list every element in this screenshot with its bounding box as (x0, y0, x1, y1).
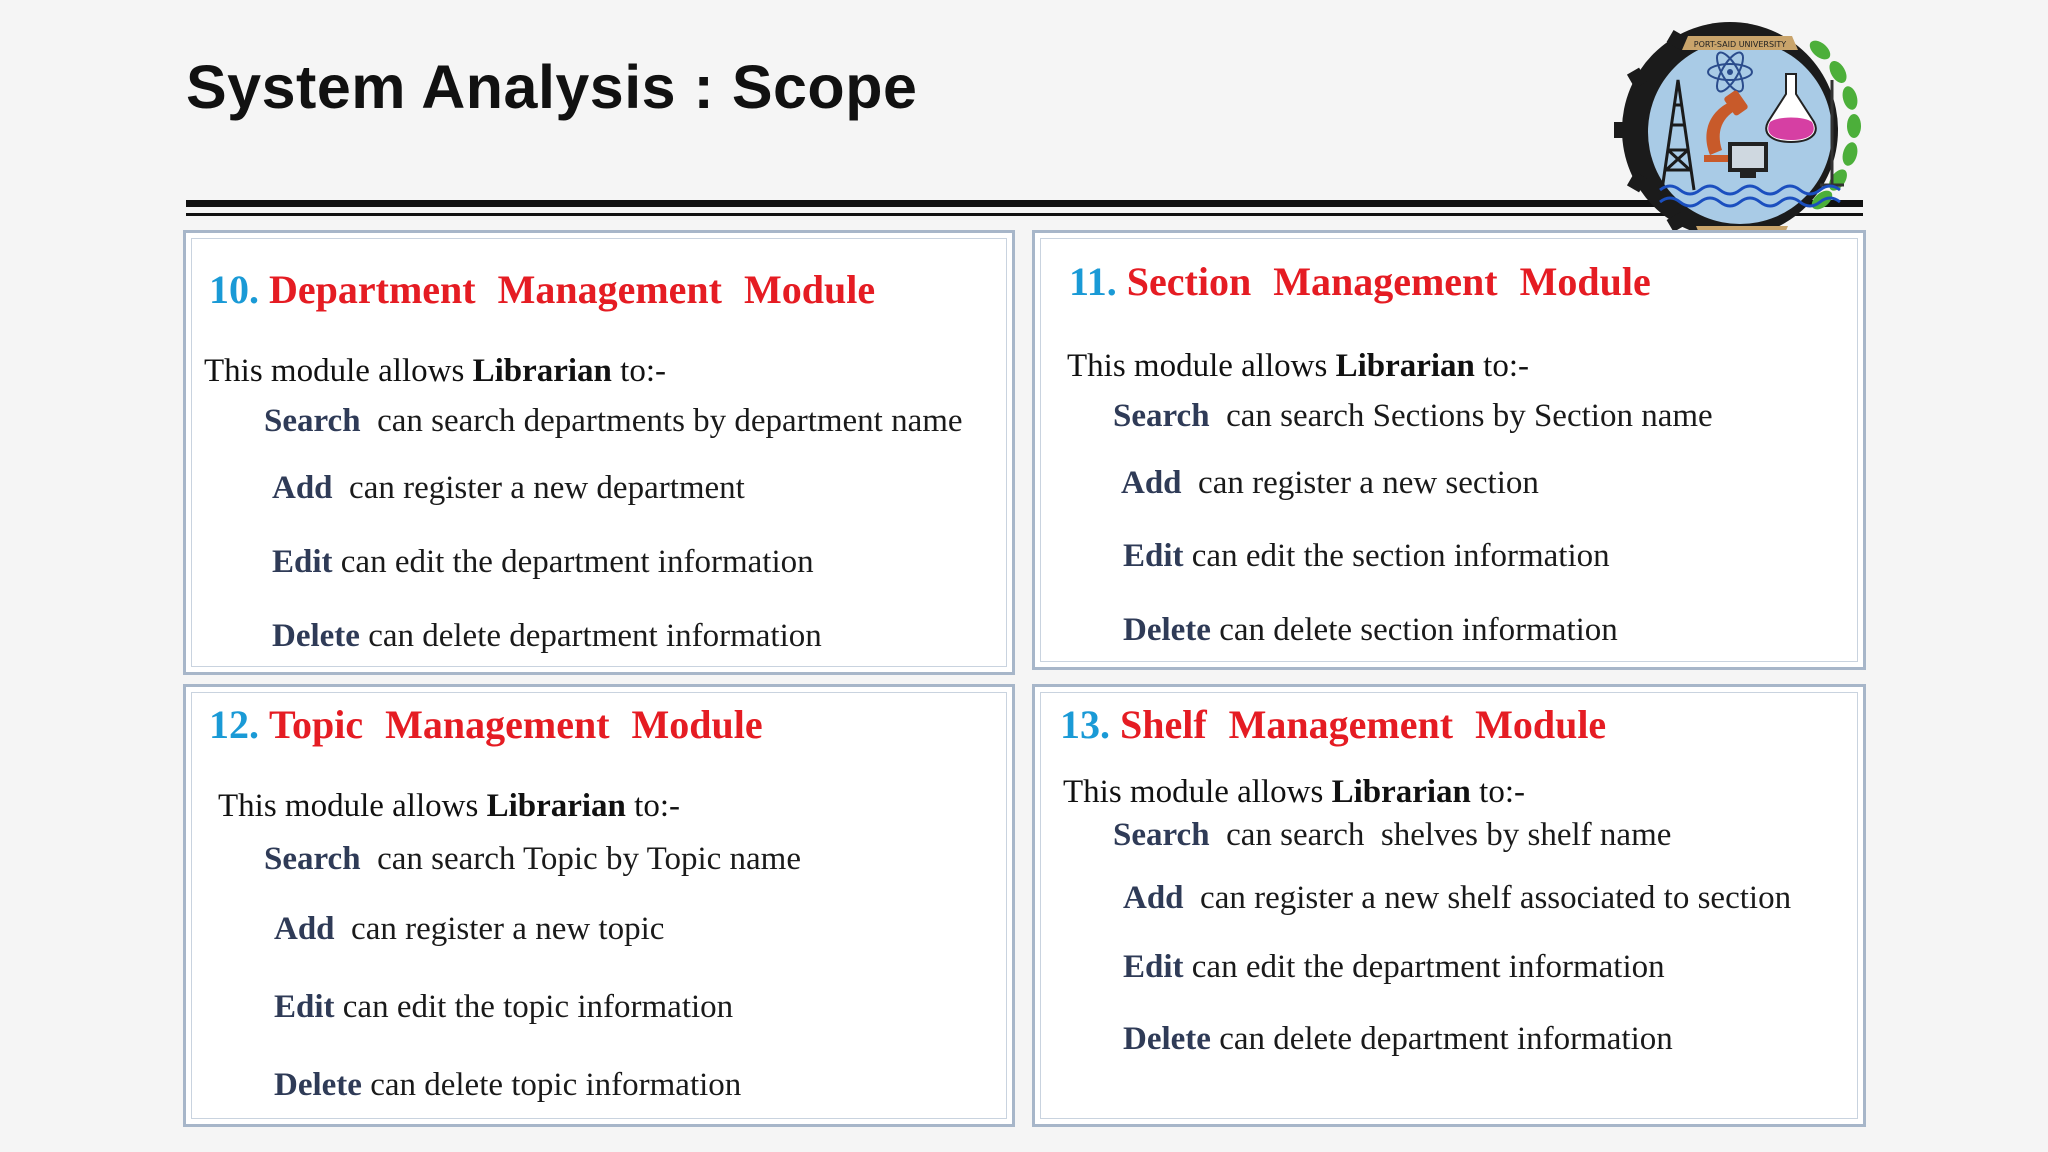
item-verb: Edit (1123, 949, 1184, 985)
list-item: Delete can delete department information (272, 618, 822, 654)
panel-number: 13. (1060, 702, 1110, 747)
panel-heading (1060, 701, 1606, 748)
list-item: Delete can delete section information (1123, 612, 1618, 648)
panel-number: 11. (1069, 259, 1117, 304)
list-item: Edit can edit the department information (272, 544, 814, 580)
list-item: Edit can edit the department information (1123, 949, 1665, 985)
panel-heading (209, 266, 875, 313)
list-item: Add can register a new department (272, 470, 745, 506)
panel-intro: This module allows Librarian to:- (1063, 774, 1525, 810)
item-verb: Add (1121, 465, 1182, 501)
list-item: Search can search departments by department name (264, 403, 963, 439)
item-verb: Delete (272, 618, 360, 654)
slide-title: System Analysis : Scope (186, 53, 918, 121)
item-verb: Edit (1123, 538, 1184, 574)
list-item: Edit can edit the section information (1123, 538, 1610, 574)
section-module-panel (1032, 230, 1866, 670)
item-verb: Delete (1123, 1021, 1211, 1057)
department-module-panel (183, 230, 1015, 675)
list-item: Add can register a new topic (274, 911, 665, 947)
list-item: Search can search Topic by Topic name (264, 841, 801, 877)
panel-title: Section Management Module (1126, 259, 1651, 304)
panel-number: 12. (209, 702, 259, 747)
logo-top-text: PORT-SAID UNIVERSITY (1693, 40, 1787, 49)
list-item: Delete can delete department information (1123, 1021, 1673, 1057)
panel-title: Department Management Module (269, 267, 876, 312)
panel-intro: This module allows Librarian to:- (1067, 348, 1529, 384)
list-item: Add can register a new shelf associated to section (1123, 880, 1792, 916)
item-verb: Edit (274, 989, 335, 1025)
item-verb: Edit (272, 544, 333, 580)
panel-intro: This module allows Librarian to:- (204, 353, 666, 389)
list-item: Edit can edit the topic information (274, 989, 734, 1025)
list-item: Search can search Sections by Section name (1113, 398, 1713, 434)
item-verb: Search (1113, 817, 1210, 853)
item-verb: Search (264, 841, 361, 877)
item-verb: Add (272, 470, 333, 506)
panel-heading (209, 701, 763, 748)
panel-intro: This module allows Librarian to:- (218, 788, 680, 824)
university-logo (1600, 10, 1870, 250)
item-verb: Search (1113, 398, 1210, 434)
panel-number: 10. (209, 267, 259, 312)
list-item: Delete can delete topic information (274, 1067, 742, 1103)
panel-title: Shelf Management Module (1120, 702, 1607, 747)
item-verb: Delete (1123, 612, 1211, 648)
item-verb: Add (274, 911, 335, 947)
topic-module-panel (183, 684, 1015, 1127)
panel-heading (1069, 258, 1651, 305)
item-verb: Delete (274, 1067, 362, 1103)
item-verb: Add (1123, 880, 1184, 916)
shelf-module-panel (1032, 684, 1866, 1127)
list-item: Search can search shelves by shelf name (1113, 817, 1672, 853)
panel-title: Topic Management Module (269, 702, 763, 747)
item-verb: Search (264, 403, 361, 439)
list-item: Add can register a new section (1121, 465, 1539, 501)
